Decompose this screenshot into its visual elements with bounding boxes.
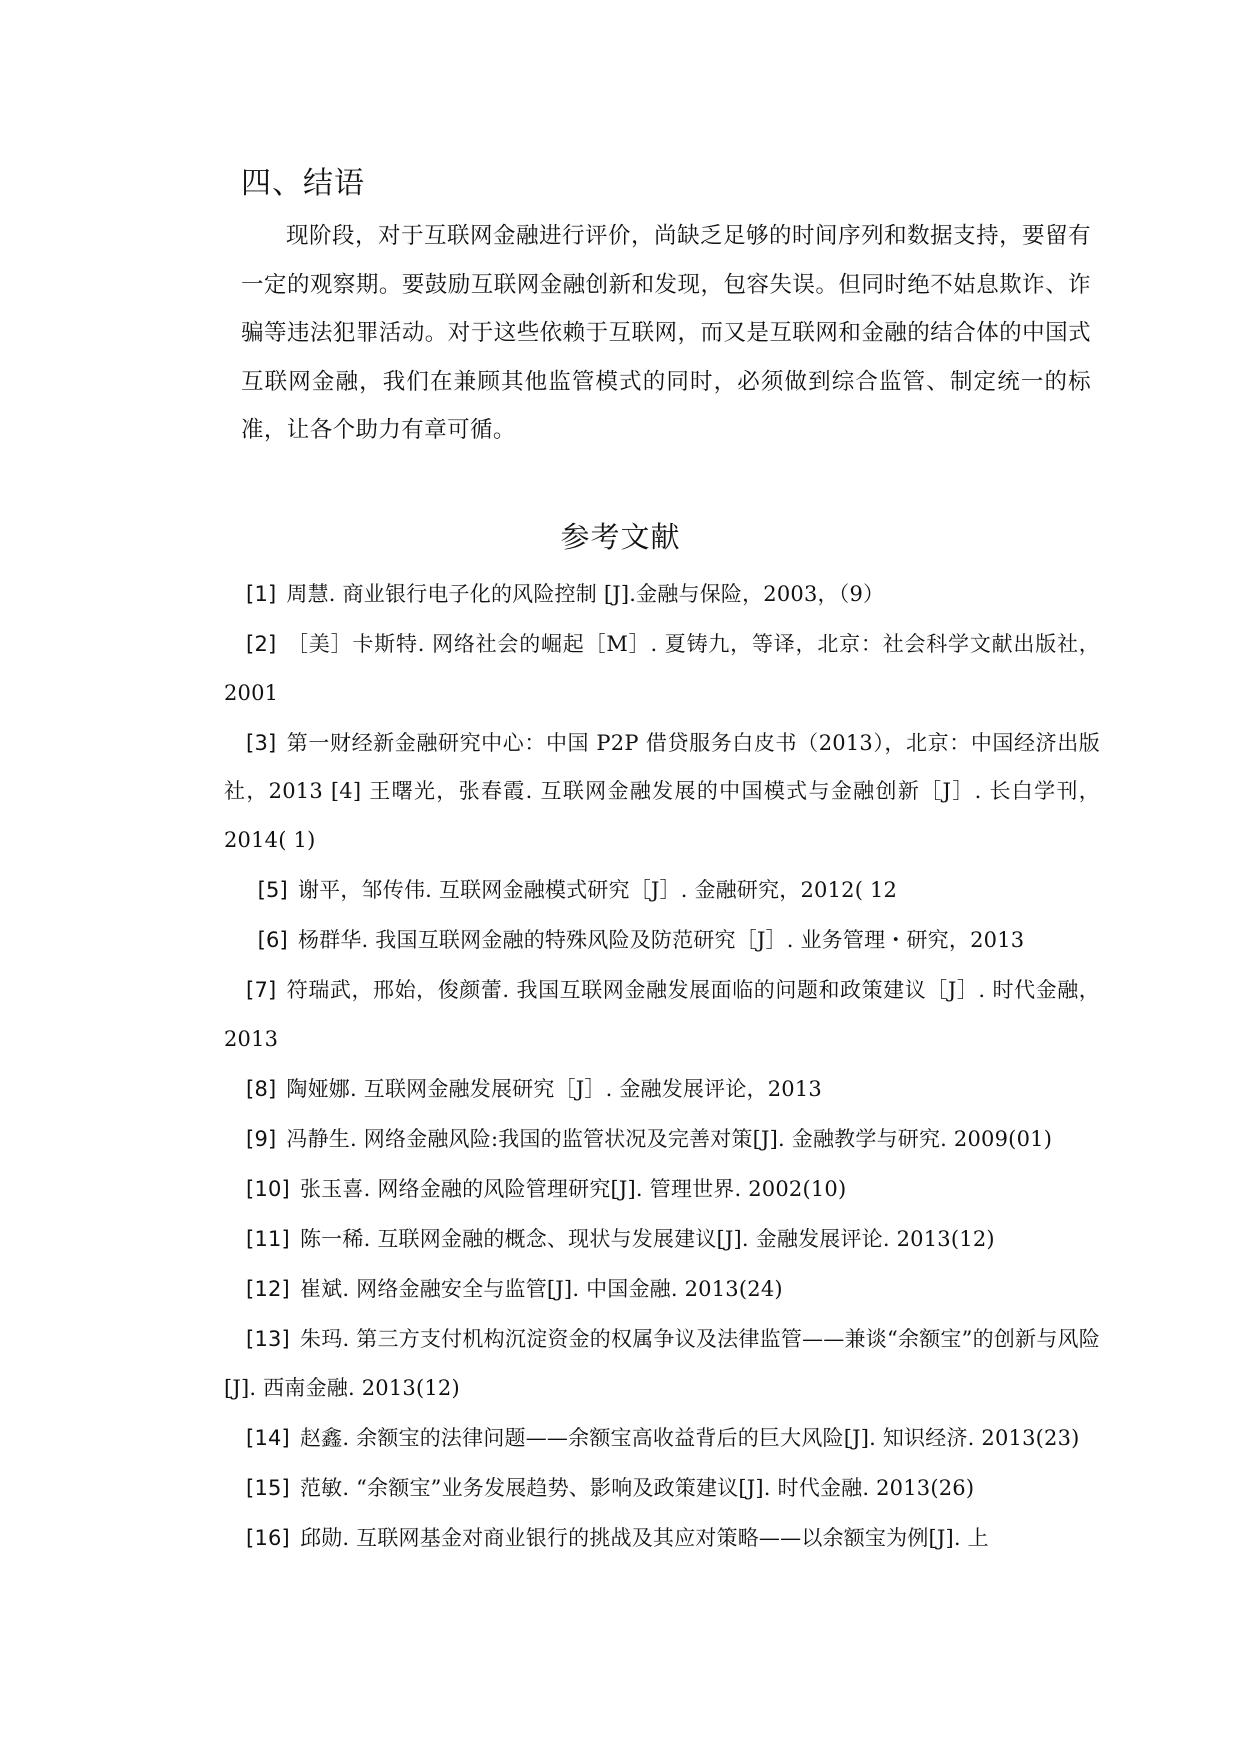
reference-number: [2]	[246, 632, 277, 657]
reference-text: 第一财经新金融研究中心：中国 P2P 借贷服务白皮书（2013），北京：中国经济出版社，2013 [4] 王曙光，张春霞. 互联网金融发展的中国模式与金融创新［J］. 长白学刊，2014( 1)	[224, 730, 1100, 852]
reference-text: 赵鑫. 余额宝的法律问题——余额宝高收益背后的巨大风险[J]. 知识经济. 2013(23)	[299, 1426, 1080, 1451]
reference-text: 冯静生. 网络金融风险:我国的监管状况及完善对策[J]. 金融教学与研究. 2009(01)	[286, 1127, 1053, 1152]
reference-number: [3]	[246, 730, 277, 755]
reference-item	[224, 1464, 1100, 1513]
reference-text: 朱玛. 第三方支付机构沉淀资金的权属争议及法律监管——兼谈“余额宝”的创新与风险[J]. 西南金融. 2013(12)	[224, 1327, 1100, 1400]
reference-text: 陈一稀. 互联网金融的概念、现状与发展建议[J]. 金融发展评论. 2013(12)	[299, 1227, 995, 1252]
reference-text: 谢平，邹传伟. 互联网金融模式研究［J］. 金融研究，2012( 12	[297, 878, 898, 903]
reference-text: 邱勋. 互联网基金对商业银行的挑战及其应对策略——以余额宝为例[J]. 上	[299, 1526, 989, 1551]
reference-text: 范敏. “余额宝”业务发展趋势、影响及政策建议[J]. 时代金融. 2013(26)	[299, 1476, 975, 1501]
reference-number: [5]	[257, 878, 288, 903]
conclusion-paragraph: 现阶段，对于互联网金融进行评价，尚缺乏足够的时间序列和数据支持，要留有一定的观察期。要鼓励互联网金融创新和发现，包容失误。但同时绝不姑息欺诈、诈骗等违法犯罪活动。对于这些依赖于互联网，而又是互联网和金融的结合体的中国式互联网金融，我们在兼顾其他监管模式的同时，必须做到综合监管、制定统一的标准，让各个助力有章可循。	[241, 223, 1091, 443]
reference-number: [13]	[246, 1327, 290, 1352]
section-heading: 四、结语	[241, 166, 365, 201]
reference-number: [16]	[246, 1526, 290, 1551]
reference-item	[224, 916, 1100, 965]
reference-number: [6]	[257, 928, 288, 953]
reference-number: [15]	[246, 1476, 290, 1501]
reference-item	[224, 1265, 1100, 1314]
reference-number: [11]	[246, 1227, 290, 1252]
reference-item	[224, 620, 1100, 717]
reference-item	[224, 966, 1100, 1063]
reference-number: [1]	[246, 582, 277, 606]
reference-item	[224, 866, 1100, 915]
reference-text: 陶娅娜. 互联网金融发展研究［J］. 金融发展评论，2013	[286, 1076, 822, 1101]
reference-text: 周慧. 商业银行电子化的风险控制 [J].金融与保险，2003，（9）	[286, 582, 885, 606]
reference-number: [7]	[246, 978, 277, 1003]
references-title: 参考文献	[560, 520, 681, 554]
reference-item	[224, 719, 1100, 865]
reference-number: [14]	[246, 1426, 290, 1451]
reference-number: [8]	[246, 1076, 277, 1101]
reference-number: [10]	[246, 1177, 290, 1202]
reference-item	[224, 1514, 1100, 1563]
reference-text: 符瑞武，邢始，俊颜蕾. 我国互联网金融发展面临的问题和政策建议［J］. 时代金融，2013	[224, 978, 1100, 1051]
reference-item	[224, 1414, 1100, 1463]
reference-number: [12]	[246, 1277, 290, 1302]
reference-list	[224, 570, 1100, 1564]
reference-item	[224, 1165, 1100, 1214]
reference-text: 崔斌. 网络金融安全与监管[J]. 中国金融. 2013(24)	[299, 1277, 783, 1302]
reference-item	[224, 1115, 1100, 1164]
reference-number: [9]	[246, 1127, 277, 1152]
reference-item	[224, 1065, 1100, 1114]
reference-text: 杨群华. 我国互联网金融的特殊风险及防范研究［J］. 业务管理・研究，2013	[297, 928, 1025, 953]
reference-item	[224, 1315, 1100, 1412]
reference-text: 张玉喜. 网络金融的风险管理研究[J]. 管理世界. 2002(10)	[299, 1177, 847, 1202]
reference-text: ［美］卡斯特. 网络社会的崛起［M］. 夏铸九，等译，北京：社会科学文献出版社，2001	[224, 632, 1100, 705]
reference-item	[224, 1215, 1100, 1264]
reference-item	[224, 570, 1100, 619]
